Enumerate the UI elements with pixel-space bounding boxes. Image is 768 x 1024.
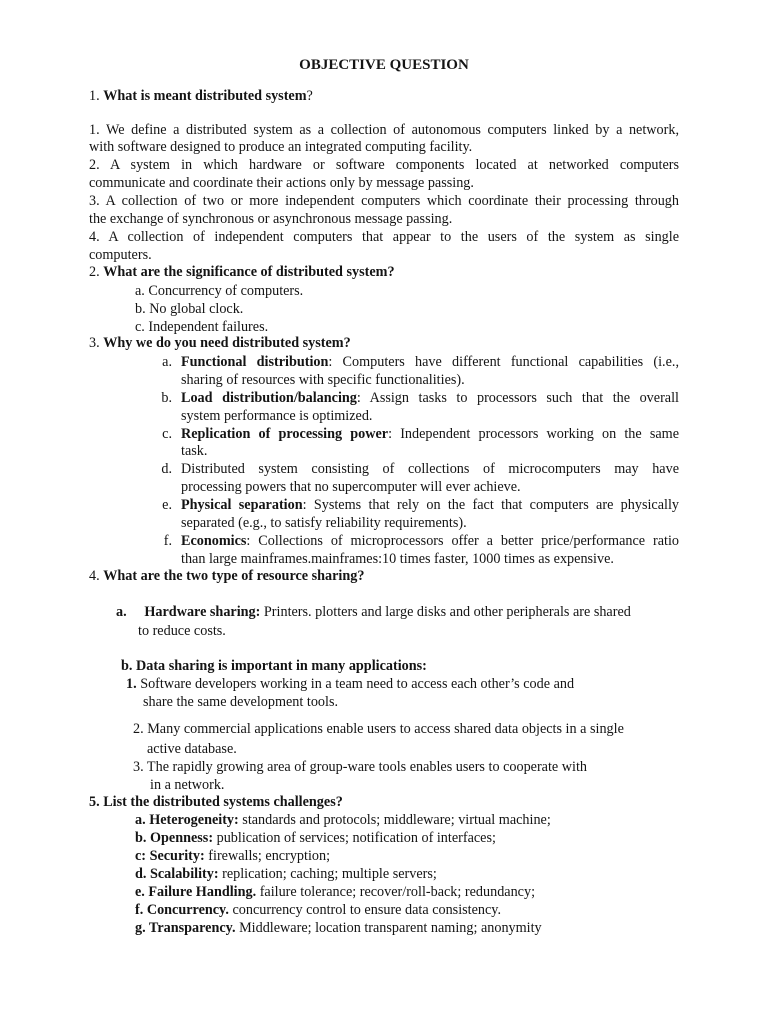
q2-item-b: b. No global clock. [135,301,244,317]
q3-item-f-line-2: than large mainframes.mainframes:10 times faster, 1000 times as expensive. [181,551,614,567]
q5-item-a: a. Heterogeneity: standards and protocols; middleware; virtual machine; [135,812,551,828]
q4-hardware-sharing: a. Hardware sharing: Printers. plotters and large disks and other peripherals are shared [116,604,631,620]
q3-item-f: Economics: Collections of microprocessors offer a better price/performance ratio [181,533,679,549]
q3-item-b: Load distribution/balancing: Assign tasks to processors such that the overall [181,390,679,406]
question-5: 5. List the distributed systems challenges? [89,794,343,810]
q3-item-f-letter: f. [163,533,172,549]
q4-data-item-2: 2. Many commercial applications enable users to access shared data objects in a single [133,721,624,737]
q4-data-item-1: 1. Software developers working in a team need to access each other’s code and [126,676,575,692]
q5-item-c: c: Security: firewalls; encryption; [135,848,331,864]
q3-item-e-line-2: separated (e.g., to satisfy reliability requirements). [181,515,467,531]
q3-item-e: Physical separation: Systems that rely on the fact that computers are physically [181,497,679,513]
page-title: OBJECTIVE QUESTION [299,57,469,73]
q5-item-e: e. Failure Handling. failure tolerance; recover/roll-back; redundancy; [135,884,536,900]
q4-data-item-1-line-2: share the same development tools. [143,694,339,710]
q5-item-d: d. Scalability: replication; caching; multiple servers; [135,866,437,882]
question-2: 2. What are the significance of distributed system? [89,264,395,280]
q3-item-d-line-2: processing powers that no supercomputer will ever achieve. [181,479,521,495]
q4-data-item-3: 3. The rapidly growing area of group-ware tools enables users to cooperate with [133,759,587,775]
q4-data-item-3-line-2: in a network. [150,777,225,793]
question-1: 1. What is meant distributed system? [89,88,313,104]
q1-answer-3-line-1: 3. A collection of two or more independent computers which coordinate their processing through [89,193,679,209]
q5-item-f: f. Concurrency. concurrency control to ensure data consistency. [135,902,502,918]
q2-item-a: a. Concurrency of computers. [135,283,304,299]
q3-item-d: Distributed system consisting of collections of microcomputers may have [181,461,679,477]
q1-answer-4-line-1: 4. A collection of independent computers that appear to the users of the system as single [89,229,679,245]
q4-hardware-sharing-line-2: to reduce costs. [138,623,226,639]
q5-item-g: g. Transparency. Middleware; location transparent naming; anonymity [135,920,542,936]
question-3: 3. Why we do you need distributed system? [89,335,351,351]
q3-item-c: Replication of processing power: Independent processors working on the same [181,426,679,442]
q1-answer-3-line-2: the exchange of synchronous or asynchronous message passing. [89,211,453,227]
q3-item-a-letter: a. [162,354,172,370]
q4-data-sharing-heading: b. Data sharing is important in many applications: [121,658,427,674]
q2-item-c: c. Independent failures. [135,319,269,335]
q1-answer-4-line-2: computers. [89,247,152,263]
q3-item-a-line-2: sharing of resources with specific functionalities). [181,372,465,388]
q3-item-b-line-2: system performance is optimized. [181,408,373,424]
q1-answer-1-line-1: 1. We define a distributed system as a collection of autonomous computers linked by a network, [89,122,679,138]
q5-item-b: b. Openness: publication of services; notification of interfaces; [135,830,496,846]
q1-answer-1-line-2: with software designed to produce an integrated computing facility. [89,139,473,155]
q1-answer-2-line-1: 2. A system in which hardware or software components located at networked computers [89,157,679,173]
q3-item-c-letter: c. [162,426,172,442]
q3-item-b-letter: b. [161,390,172,406]
question-4: 4. What are the two type of resource sharing? [89,568,365,584]
q1-answer-2-line-2: communicate and coordinate their actions only by message passing. [89,175,474,191]
q3-item-e-letter: e. [162,497,172,513]
q4-data-item-2-line-2: active database. [147,741,237,757]
q3-item-a: Functional distribution: Computers have different functional capabilities (i.e., [181,354,679,370]
q3-item-c-line-2: task. [181,443,208,459]
q3-item-d-letter: d. [161,461,172,477]
